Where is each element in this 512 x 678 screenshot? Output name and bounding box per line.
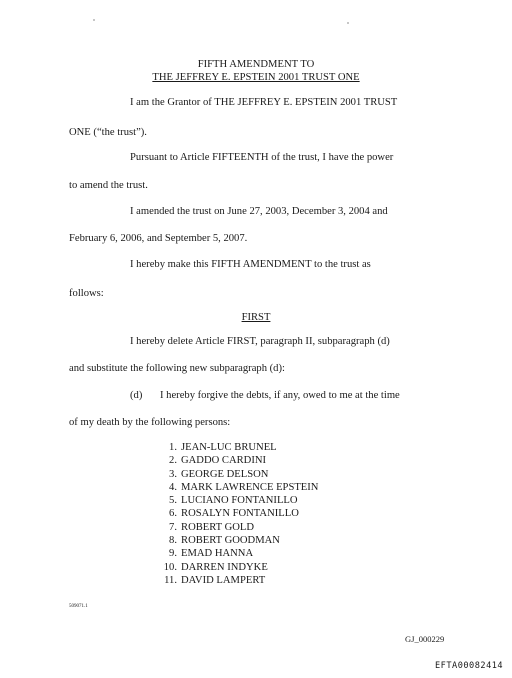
list-item-number: 10. <box>163 561 177 573</box>
document-title-line-2 <box>0 71 512 84</box>
footer-document-number: 509071.1 <box>69 604 88 609</box>
list-item-name: ROBERT GOODMAN <box>181 535 280 547</box>
document-title-line-1: FIFTH AMENDMENT TO <box>197 59 315 70</box>
list-item <box>160 534 318 547</box>
list-item-name: ROBERT GOLD <box>181 521 255 533</box>
list-item-name: LUCIANO FONTANILLO <box>181 495 298 507</box>
list-item-name: ROSALYN FONTANILLO <box>181 508 299 520</box>
list-item-name: MARK LAWRENCE EPSTEIN <box>181 481 319 493</box>
list-item <box>160 468 318 481</box>
list-item-number: 4. <box>169 481 177 493</box>
paragraph-1-line-1: I am the Grantor of THE JEFFREY E. EPSTEIN 2001 TRUST <box>130 97 398 108</box>
list-item-number: 11. <box>164 574 177 586</box>
list-item-number: 7. <box>169 521 177 533</box>
section-paragraph-line-2: and substitute the following new subparagraph (d): <box>69 363 285 374</box>
list-item-number: 8. <box>169 535 177 547</box>
paragraph-1-line-2: ONE (“the trust”). <box>69 127 147 138</box>
section-paragraph-line-1: I hereby delete Article FIRST, paragraph II, subparagraph (d) <box>130 336 390 347</box>
bates-number: GJ_000229 <box>405 634 445 644</box>
list-item-name: GEORGE DELSON <box>181 468 269 480</box>
paragraph-3-line-2: February 6, 2006, and September 5, 2007. <box>69 233 248 244</box>
efta-number: EFTA00082414 <box>435 661 504 671</box>
paragraph-4-line-2: follows: <box>69 288 104 299</box>
list-item <box>160 547 318 560</box>
subparagraph-line-1: I hereby forgive the debts, if any, owed to me at the time <box>160 390 400 401</box>
list-item-number: 2. <box>169 455 177 467</box>
list-item <box>160 441 318 454</box>
section-heading-text: FIRST <box>241 312 271 323</box>
persons-list <box>160 441 318 587</box>
section-heading <box>0 311 512 324</box>
list-item <box>160 454 318 467</box>
list-item <box>160 574 318 587</box>
subparagraph-label: (d) <box>130 390 143 401</box>
document-title-underlined: THE JEFFREY E. EPSTEIN 2001 TRUST ONE <box>152 72 360 83</box>
list-item-name: GADDO CARDINI <box>181 455 267 467</box>
list-item-number: 9. <box>169 548 177 560</box>
list-item-name: DAVID LAMPERT <box>181 574 266 586</box>
scan-speck <box>347 22 349 24</box>
list-item-name: JEAN-LUC BRUNEL <box>181 442 277 453</box>
list-item-name: EMAD HANNA <box>181 548 254 560</box>
list-item-number: 3. <box>169 468 177 480</box>
paragraph-3-line-1: I amended the trust on June 27, 2003, December 3, 2004 and <box>130 206 388 217</box>
list-item <box>160 494 318 507</box>
list-item <box>160 561 318 574</box>
subparagraph-line-2: of my death by the following persons: <box>69 417 231 428</box>
paragraph-2-line-1: Pursuant to Article FIFTEENTH of the trust, I have the power <box>130 152 394 163</box>
list-item <box>160 481 318 494</box>
list-item-name: DARREN INDYKE <box>181 561 268 573</box>
paragraph-2-line-2: to amend the trust. <box>69 180 148 191</box>
list-item <box>160 507 318 520</box>
list-item-number: 1. <box>169 442 177 453</box>
list-item <box>160 521 318 534</box>
list-item-number: 5. <box>169 495 177 507</box>
paragraph-4-line-1: I hereby make this FIFTH AMENDMENT to the trust as <box>130 259 371 270</box>
list-item-number: 6. <box>169 508 177 520</box>
scan-speck <box>93 19 95 21</box>
